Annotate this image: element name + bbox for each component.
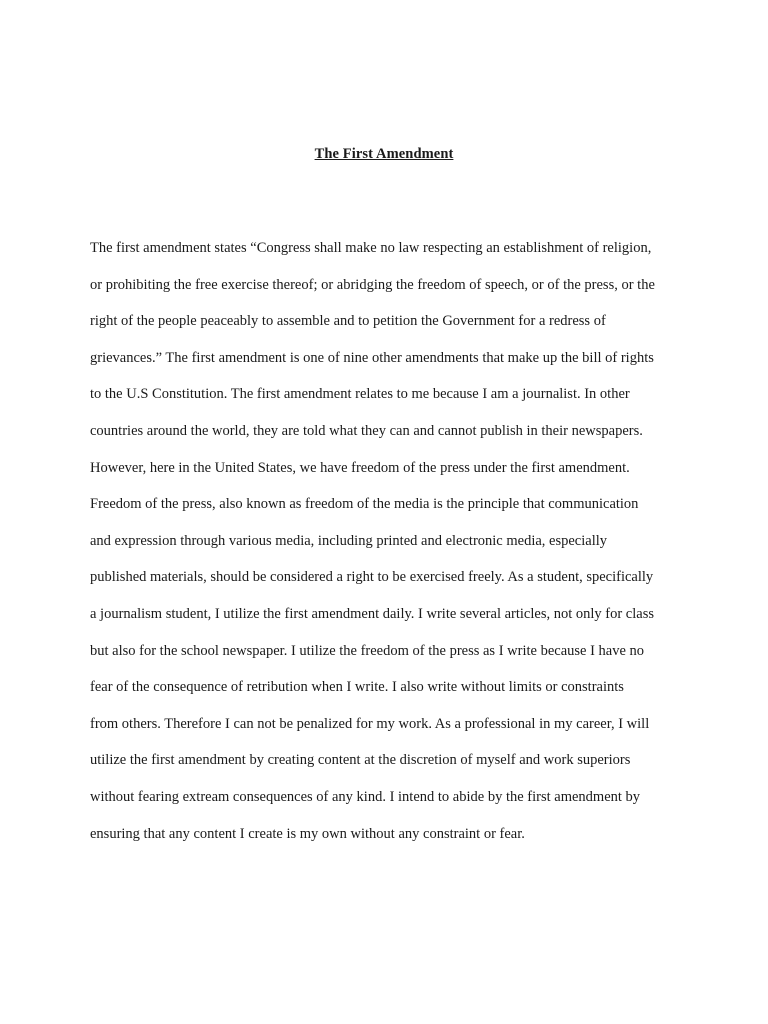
paragraph-line: and expression through various media, including printed and electronic media, especially bbox=[90, 532, 608, 549]
paragraph-line: or prohibiting the free exercise thereof; or abridging the freedom of speech, or of the press, or the bbox=[90, 276, 655, 293]
paragraph-line: Freedom of the press, also known as freedom of the media is the principle that communication bbox=[90, 496, 639, 513]
paragraph-line: without fearing extream consequences of any kind. I intend to abide by the first amendment by bbox=[90, 788, 641, 805]
paragraph-line: fear of the consequence of retribution when I write. I also write without limits or constraints bbox=[90, 679, 624, 696]
paragraph-line: right of the people peaceably to assemble and to petition the Government for a redress of bbox=[90, 313, 606, 330]
essay-paragraph bbox=[90, 236, 690, 858]
page-title: The First Amendment bbox=[314, 146, 454, 162]
paragraph-line: published materials, should be considered a right to be exercised freely. As a student, specifically bbox=[90, 569, 654, 586]
paragraph-line: The first amendment states “Congress shall make no law respecting an establishment of religion, bbox=[90, 240, 652, 256]
paragraph-line: grievances.” The first amendment is one of nine other amendments that make up the bill of rights bbox=[90, 349, 654, 366]
paragraph-line: utilize the first amendment by creating content at the discretion of myself and work superiors bbox=[90, 752, 631, 769]
paragraph-line: to the U.S Constitution. The first amendment relates to me because I am a journalist. In other bbox=[90, 386, 630, 403]
paragraph-line: countries around the world, they are told what they can and cannot publish in their newspapers. bbox=[90, 422, 643, 439]
paragraph-line: but also for the school newspaper. I utilize the freedom of the press as I write because I have no bbox=[90, 642, 645, 659]
paragraph-line: from others. Therefore I can not be penalized for my work. As a professional in my career, I will bbox=[90, 715, 650, 732]
paragraph-line: a journalism student, I utilize the first amendment daily. I write several articles, not only for class bbox=[90, 605, 654, 622]
paragraph-line: However, here in the United States, we have freedom of the press under the first amendment. bbox=[90, 459, 630, 476]
paragraph-line: ensuring that any content I create is my own without any constraint or fear. bbox=[90, 825, 525, 842]
